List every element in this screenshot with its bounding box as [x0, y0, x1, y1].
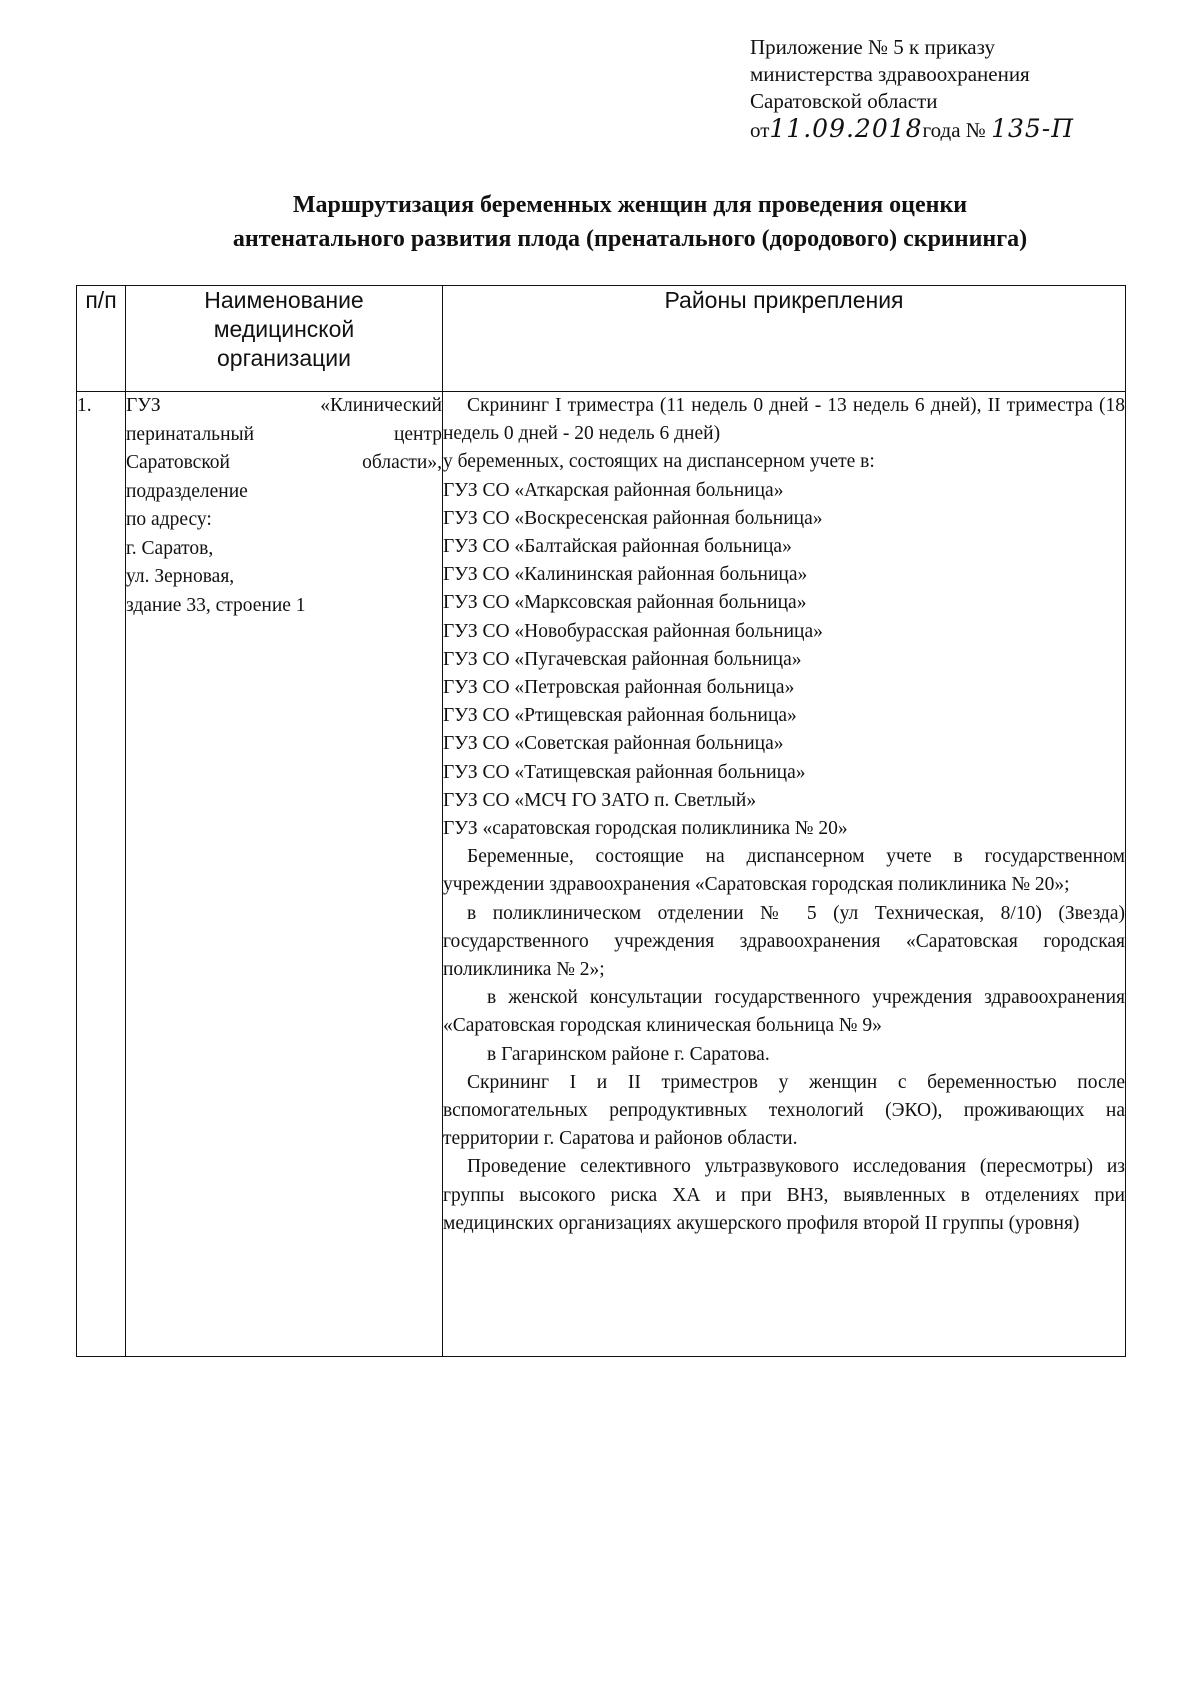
- header-organization-line-1: Наименование: [204, 287, 364, 313]
- org-line: подразделение: [126, 480, 248, 502]
- paragraph-gagarinsky-district: в Гагаринском районе г. Саратова.: [487, 1043, 770, 1065]
- header-organization-line-2: медицинской: [213, 316, 355, 342]
- routing-table: [76, 285, 1126, 1357]
- hospital-item: ГУЗ СО «Калининская районная больница»: [443, 564, 808, 586]
- paragraph-selective-ultrasound: Проведение селективного ультразвукового исследования (пересмотры) из группы высокого риска ХА и при ВНЗ, выявленных в отделениях при медицинских организациях акушерского профиля второй II группы (уровня): [443, 1156, 1125, 1234]
- hospital-item: ГУЗ СО «Воскресенская районная больница»: [443, 507, 823, 529]
- hospital-item: ГУЗ СО «Новобурасская районная больница»: [443, 620, 823, 642]
- approval-block: [750, 34, 1074, 144]
- org-line: г. Саратов,: [126, 537, 214, 559]
- hospital-item: ГУЗ СО «Балтайская районная больница»: [443, 536, 792, 558]
- paragraph-ivf-screening: Скрининг I и II триместров у женщин с беременностью после вспомогательных репродуктивных технологий (ЭКО), проживающих на территории г. Саратова и районов области.: [443, 1071, 1125, 1150]
- header-organization: [126, 286, 443, 392]
- hospital-item: ГУЗ СО «Татищевская районная больница»: [443, 761, 806, 783]
- organization-cell: [126, 392, 443, 1357]
- hospital-item: ГУЗ СО «Ртищевская районная больница»: [443, 705, 797, 727]
- handwritten-order-number: 135-П: [991, 114, 1075, 143]
- hospital-item: ГУЗ «саратовская городская поликлиника № 20»: [443, 818, 848, 840]
- year-suffix: года №: [922, 118, 986, 142]
- registered-intro: у беременных, состоящих на диспансерном учете в:: [443, 451, 875, 473]
- paragraph-polyclinic-dept-5: в поликлиническом отделении № 5 (ул Техническая, 8/10) (Звезда) государственного учреждения здравоохранения «Саратовская городская поликлиника № 2»;: [443, 902, 1125, 981]
- document-title: [100, 188, 1160, 256]
- title-line-2: антенатального развития плода (пренатального (дородового) скрининга): [232, 226, 1028, 252]
- header-number: п/п: [77, 286, 126, 392]
- hospital-item: ГУЗ СО «Марксовская районная больница»: [443, 592, 807, 614]
- hospital-item: ГУЗ СО «Советская районная больница»: [443, 733, 784, 755]
- title-line-1: Маршрутизация беременных женщин для проведения оценки: [292, 192, 968, 218]
- org-line: перинатальный центр: [126, 423, 442, 445]
- org-line: ГУЗ «Клинический: [126, 395, 442, 416]
- hospital-item: ГУЗ СО «Пугачевская районная больница»: [443, 648, 802, 670]
- header-organization-line-3: организации: [216, 345, 351, 371]
- hospital-item: ГУЗ СО «Аткарская районная больница»: [443, 479, 784, 501]
- date-prefix: от: [750, 118, 770, 142]
- org-line: ул. Зерновая,: [126, 566, 235, 587]
- approval-date-line: [750, 115, 1074, 144]
- paragraph-registered-pregnant: Беременные, состоящие на диспансерном учете в государственном учреждении здравоохранения «Саратовская городская поликлиника № 20»;: [443, 846, 1125, 896]
- org-line: Саратовской области»,: [126, 452, 442, 473]
- table-row: [77, 392, 1126, 1357]
- handwritten-date: 11.09.2018: [769, 114, 923, 143]
- paragraph-womens-consultation: в женской консультации государственного учреждения здравоохранения «Саратовская городская клиническая больница № 9»: [443, 987, 1125, 1037]
- header-districts: Районы прикрепления: [443, 286, 1126, 392]
- row-number: 1.: [77, 392, 126, 1357]
- hospital-item: ГУЗ СО «МСЧ ГО ЗАТО п. Светлый»: [443, 789, 757, 811]
- districts-cell: [443, 392, 1126, 1357]
- table-header-row: [77, 286, 1126, 392]
- screening-intro: Скрининг I триместра (11 недель 0 дней - 13 недель 6 дней), II триместра (18 недель 0 дней - 20 недель 6 дней): [443, 395, 1125, 445]
- approval-line-1: Приложение № 5 к приказу: [750, 35, 995, 59]
- org-line: здание 33, строение 1: [126, 594, 306, 616]
- approval-line-2: министерства здравоохранения: [750, 62, 1030, 86]
- hospital-item: ГУЗ СО «Петровская районная больница»: [443, 677, 795, 699]
- org-line: по адресу:: [126, 509, 212, 530]
- approval-line-3: Саратовской области: [750, 89, 938, 113]
